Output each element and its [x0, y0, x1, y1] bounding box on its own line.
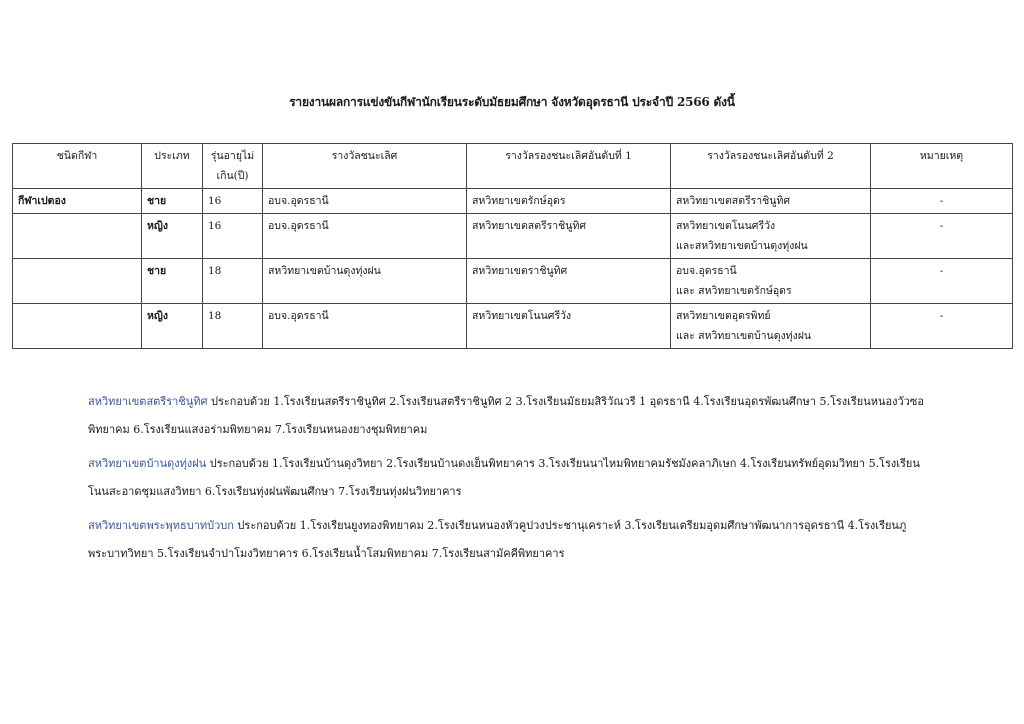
group-members: ประกอบด้วย 1.โรงเรียนสตรีราชินูทิศ 2.โรงเรียนสตรีราชินูทิศ 2 3.โรงเรียนมัธยมสิริวัณวรี 1 อุดรธานี 4.โรงเรียนอุดรพัฒนศึกษา 5.โรงเรียนหนองวัวซอพิทยาคม 6.โรงเรียนแสงอร่ามพิทยาคม 7.โรงเรียนหนองยางชุมพิทยาคม [88, 395, 924, 436]
table-row [13, 189, 1013, 214]
cell-age: 18 [203, 304, 263, 349]
cell-sport [13, 214, 142, 259]
cell-type: ชาย [142, 189, 203, 214]
table-row [13, 214, 1013, 259]
group-paragraph [88, 388, 944, 444]
cell-runner2-line1: สหวิทยาเขตอุดรพิทย์ [676, 310, 771, 322]
group-members: ประกอบด้วย 1.โรงเรียนยูงทองพิทยาคม 2.โรงเรียนหนองหัวคูปวงประชานุเคราะห์ 3.โรงเรียนเตรียมอุดมศึกษาพัฒนาการอุดรธานี 4.โรงเรียนภูพระบาทวิทยา 5.โรงเรียนจำปาโมงวิทยาคาร 6.โรงเรียนน้ำโสมพิทยาคม 7.โรงเรียนสามัคคีพิทยาคาร [88, 519, 907, 560]
table-row [13, 304, 1013, 349]
cell-runner2-line1: สหวิทยาเขตโนนศรีวัง [676, 220, 776, 232]
cell-note: - [871, 304, 1013, 349]
cell-runner2-line2: และ สหวิทยาเขตรักษ์อุดร [676, 285, 792, 297]
table-row [13, 259, 1013, 304]
results-table [12, 143, 1013, 349]
cell-runner1: สหวิทยาเขตสตรีราชินูทิศ [467, 214, 671, 259]
table-header-row [13, 144, 1013, 189]
cell-winner: อบจ.อุดรธานี [263, 189, 467, 214]
group-name: สหวิทยาเขตพระพุทธบาทบัวบก [88, 519, 234, 532]
cell-sport [13, 259, 142, 304]
header-runner1: รางวัลรองชนะเลิศอันดับที่ 1 [467, 144, 671, 189]
header-runner2: รางวัลรองชนะเลิศอันดับที่ 2 [671, 144, 871, 189]
group-paragraph [88, 450, 944, 506]
cell-runner2-line2: และสหวิทยาเขตบ้านดุงทุ่งฝน [676, 240, 808, 252]
cell-note: - [871, 189, 1013, 214]
cell-runner2 [671, 304, 871, 349]
page-title: รายงานผลการแข่งขันกีฬานักเรียนระดับมัธยมศึกษา จังหวัดอุดรธานี ประจำปี 2566 ดังนี้ [289, 95, 735, 109]
cell-winner: อบจ.อุดรธานี [263, 214, 467, 259]
group-members: ประกอบด้วย 1.โรงเรียนบ้านดุงวิทยา 2.โรงเรียนบ้านดงเย็นพิทยาคาร 3.โรงเรียนนาไหมพิทยาคมรัชมังคลาภิเษก 4.โรงเรียนทรัพย์อุดมวิทยา 5.โรงเรียนโนนสะอาดชุมแสงวิทยา 6.โรงเรียนทุ่งฝนพัฒนศึกษา 7.โรงเรียนทุ่งฝนวิทยาคาร [88, 457, 920, 498]
cell-runner1: สหวิทยาเขตรักษ์อุดร [467, 189, 671, 214]
header-age-line1: รุ่นอายุไม่ [210, 150, 255, 162]
cell-age: 16 [203, 214, 263, 259]
cell-winner: สหวิทยาเขตบ้านดุงทุ่งฝน [263, 259, 467, 304]
header-age [203, 144, 263, 189]
cell-runner2 [671, 214, 871, 259]
group-paragraph [88, 512, 944, 568]
cell-note: - [871, 214, 1013, 259]
cell-runner2-line1: อบจ.อุดรธานี [676, 265, 737, 277]
cell-age: 16 [203, 189, 263, 214]
cell-sport: กีฬาเปตอง [13, 189, 142, 214]
header-winner: รางวัลชนะเลิศ [263, 144, 467, 189]
cell-type: ชาย [142, 259, 203, 304]
cell-type: หญิง [142, 214, 203, 259]
cell-runner2-line2: และ สหวิทยาเขตบ้านดุงทุ่งฝน [676, 330, 812, 342]
cell-type: หญิง [142, 304, 203, 349]
cell-age: 18 [203, 259, 263, 304]
header-note: หมายเหตุ [871, 144, 1013, 189]
cell-runner2 [671, 189, 871, 214]
header-type: ประเภท [142, 144, 203, 189]
cell-note: - [871, 259, 1013, 304]
cell-runner2-line1: สหวิทยาเขตสตรีราชินูทิศ [676, 195, 791, 207]
cell-winner: อบจ.อุดรธานี [263, 304, 467, 349]
cell-sport [13, 304, 142, 349]
header-age-line2: เกิน(ปี) [216, 170, 249, 182]
group-name: สหวิทยาเขตบ้านดุงทุ่งฝน [88, 457, 207, 470]
cell-runner1: สหวิทยาเขตราชินูทิศ [467, 259, 671, 304]
group-name: สหวิทยาเขตสตรีราชินูทิศ [88, 395, 208, 408]
cell-runner1: สหวิทยาเขตโนนศรีวัง [467, 304, 671, 349]
school-groups [88, 388, 944, 574]
header-sport: ชนิดกีฬา [13, 144, 142, 189]
cell-runner2 [671, 259, 871, 304]
